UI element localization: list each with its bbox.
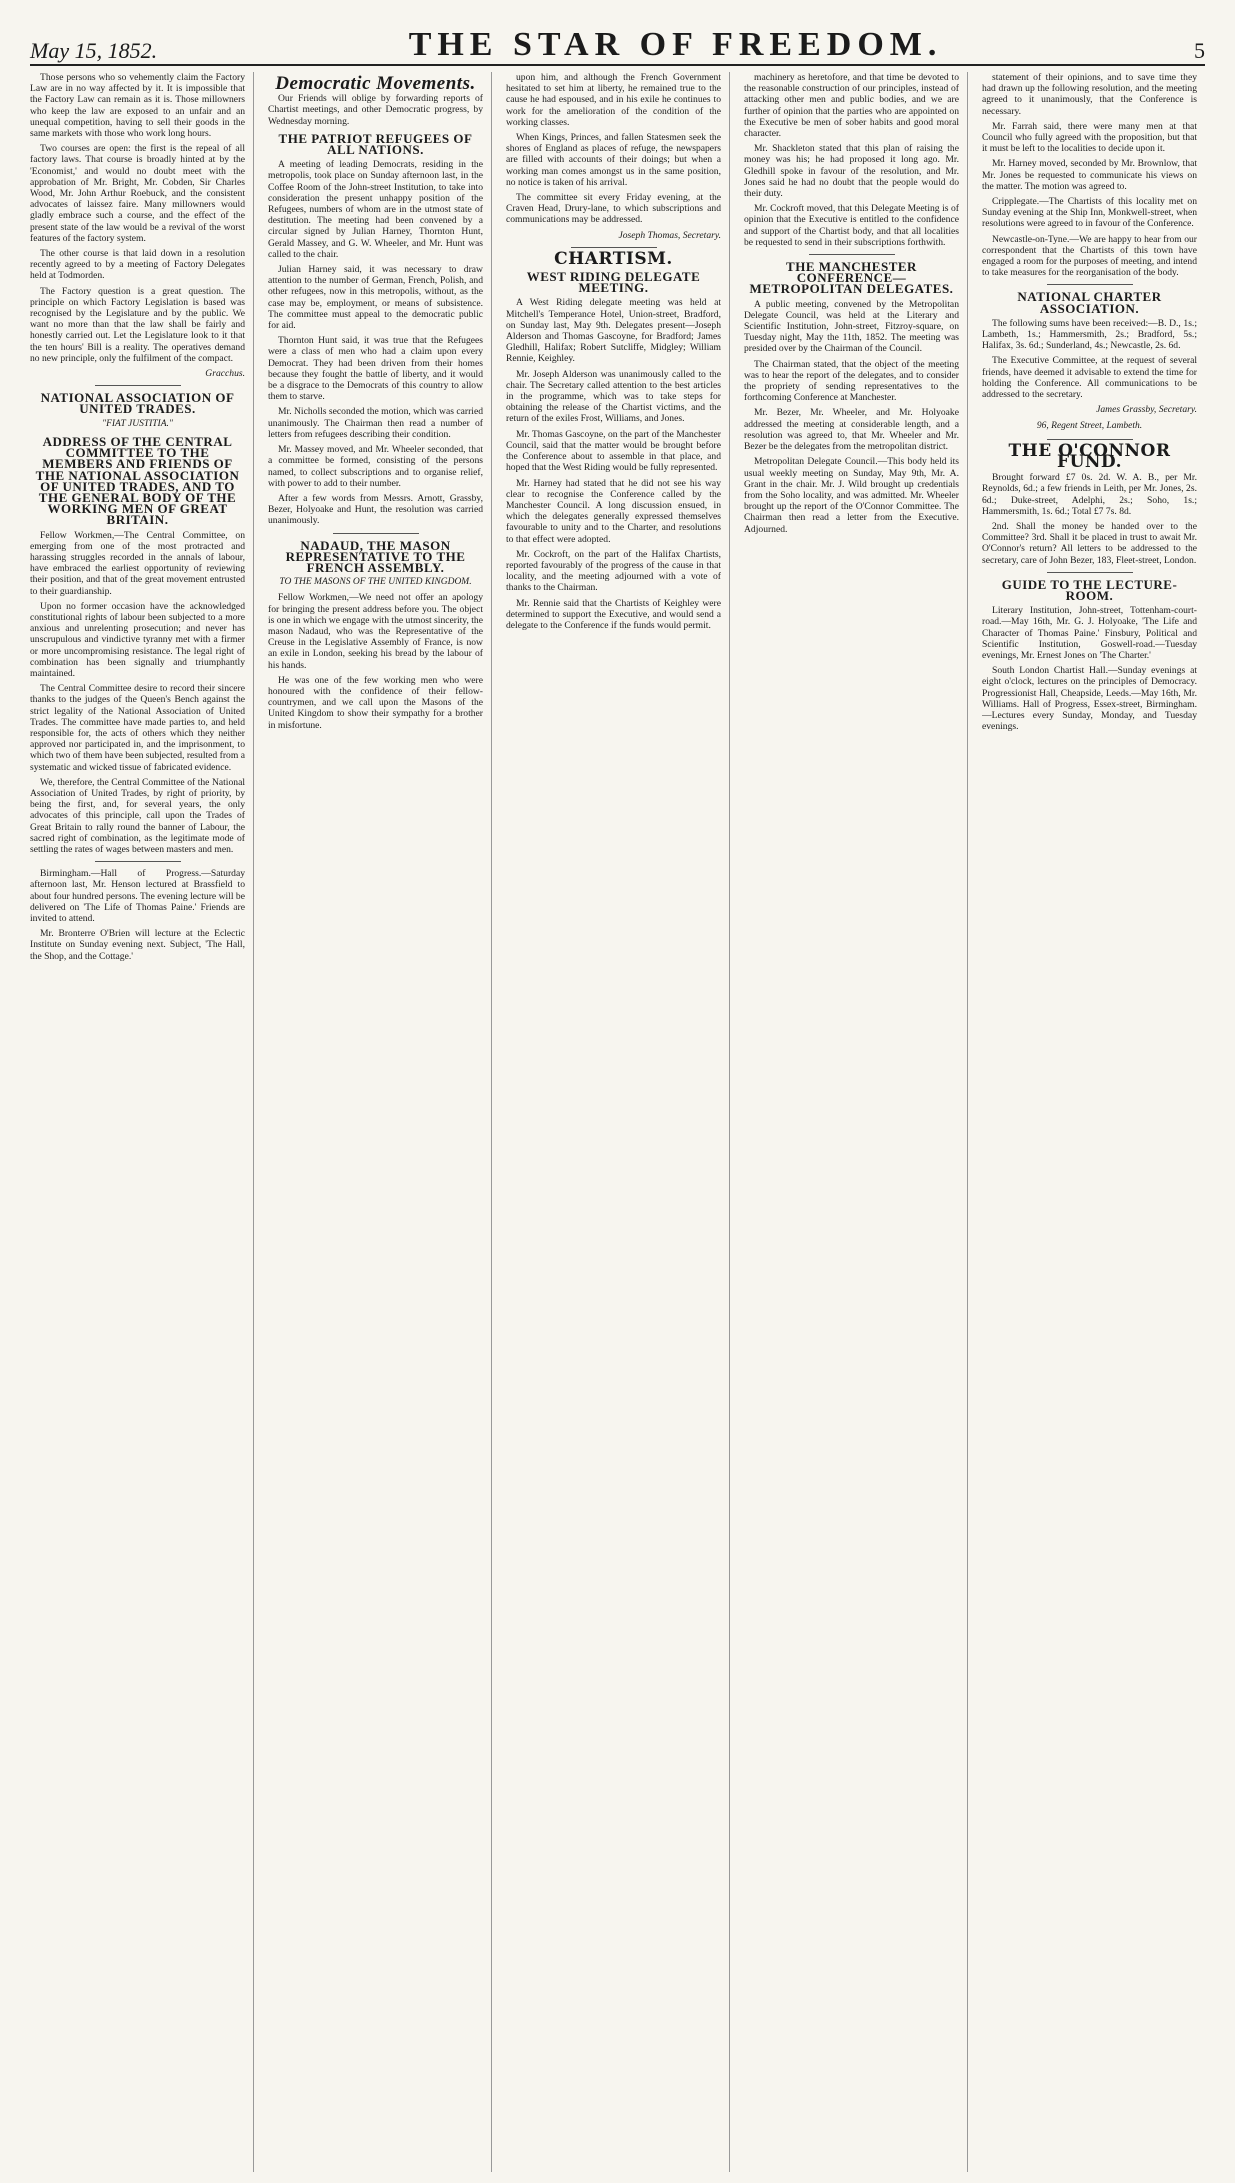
article-paragraph: Literary Institution, John-street, Tottenham-court-road.—May 16th, Mr. G. J. Holyoake, 'The Life and Character of Thomas Paine.' Finsbury, Political and Scientific Institution, Goswell-road.—Tuesday evenings, Mr. Ernest Jones on 'The Charter.' [982, 605, 1197, 661]
article-paragraph: Mr. Joseph Alderson was unanimously called to the chair. The Secretary called attention to the best articles in the programme, which was to take steps for obtaining the release of the Chartist victims, and the return of the exiles Frost, Williams, and Jones. [506, 368, 721, 425]
article-paragraph: A meeting of leading Democrats, residing in the metropolis, took place on Sunday afternoon last, in the Coffee Room of the John-street Institution, to take into consideration the present unhappy position of the Refugees, numbers of whom are in the utmost state of destitution. The meeting had been convened by a circular signed by Julian Harney, Thornton Hunt, Gerald Massey, and G. W. Wheeler, and Mr. Hunt was called to the chair. [268, 159, 483, 260]
signature: James Grassby, Secretary. [1096, 404, 1197, 416]
article-heading: THE O'CONNOR FUND. [1008, 440, 1171, 472]
article-heading: THE PATRIOT REFUGEES OF ALL NATIONS. [278, 130, 473, 158]
article-paragraph: 2nd. Shall the money be handed over to the Committee? 3rd. Shall it be placed in trust to await Mr. O'Connor's return? All letters to be addressed to the secretary, care of John Bezer, 183, Fleet-street, London. [982, 520, 1197, 566]
divider [95, 861, 181, 862]
page-number: 5 [1193, 38, 1205, 63]
article-paragraph: Mr. Harney moved, seconded by Mr. Brownlow, that Mr. Jones be requested to communicate his views on the matter. The motion was agreed to. [982, 158, 1197, 192]
divider [809, 254, 895, 255]
address-line: 96, Regent Street, Lambeth. [1036, 421, 1143, 432]
article-paragraph: After a few words from Messrs. Arnott, Grassby, Bezer, Holyoake and Hunt, the resolution was carried unanimously. [268, 492, 483, 527]
article-paragraph: Brought forward £7 0s. 2d. W. A. B., per Mr. Reynolds, 6d.; a few friends in Leith, per Mr. Jones, 2s. 6d.; Duke-street, Adelphi, 2s.; Soho, 1s.; Hammersmith, 1s. 6d.; Total £7 7s. 8d. [982, 472, 1197, 517]
article-paragraph: Mr. Nicholls seconded the motion, which was carried unanimously. The Chairman then read a number of letters from refugees describing their condition. [268, 406, 483, 440]
article-paragraph: The committee sit every Friday evening, at the Craven Head, Drury-lane, to which subscriptions and communications may be addressed. [506, 192, 721, 226]
divider [1047, 284, 1133, 285]
column-5 [982, 72, 1205, 2172]
divider [1047, 572, 1133, 573]
column-4 [744, 72, 968, 2172]
article-paragraph: The following sums have been received:—B. D., 1s.; Lambeth, 1s.; Hammersmith, 2s.; Bradford, 5s.; Halifax, 3s. 6d.; Sunderland, 4s.; Newcastle, 2s. 6d. [982, 317, 1197, 352]
article-heading: WEST RIDING DELEGATE MEETING. [526, 269, 701, 296]
article-paragraph: The Central Committee desire to record their sincere thanks to the judges of the Queen's Bench against the strict legality of the National Association of United Trades. The committee have made parties to, and held responsible for, the acts of others which they neither approved nor participated in, and the imprisonment, to which two of them have been subjected, resulted from a systematic and wicked tissue of fabricated evidence. [30, 683, 245, 773]
masthead [30, 18, 1205, 66]
article-paragraph: South London Chartist Hall.—Sunday evenings at eight o'clock, lectures on the principles of Democracy. Progressionist Hall, Cheapside, Leeds.—May 16th, Mr. Williams. Hall of Progress, Essex-street, Birmingham.—Lectures every Sunday, Monday, and Tuesday evenings. [982, 665, 1197, 733]
section-heading: Democratic Movements. [275, 73, 476, 94]
article-paragraph: Mr. Cockroft, on the part of the Halifax Chartists, reported favourably of the progress of the cause in that locality, and the meeting adjourned with a vote of thanks to the Chairman. [506, 548, 721, 594]
article-paragraph: Mr. Cockroft moved, that this Delegate Meeting is of opinion that the Executive is entitled to the confidence and support of the Chartist body, and that all localities be requested to send in their subscriptions forthwith. [744, 203, 959, 248]
article-paragraph: statement of their opinions, and to save time they had drawn up the following resolution, and the meeting agreed to it unanimously, that the Conference is necessary. [982, 72, 1197, 117]
article-paragraph: Metropolitan Delegate Council.—This body held its usual weekly meeting on Sunday, May 9th, Mr. A. Grant in the chair. Mr. J. Wild brought up credentials from the Soho locality, and was admitted. Mr. Wheeler brought up the report of the O'Connor Committee. The Chairman then read a letter from the Executive. Adjourned. [744, 456, 959, 535]
article-paragraph: Mr. Bezer, Mr. Wheeler, and Mr. Holyoake addressed the meeting at considerable length, and a resolution was agreed to, that Mr. Wheeler and Mr. Bezer be the delegates from the metropolitan district. [744, 407, 959, 453]
article-paragraph: Newcastle-on-Tyne.—We are happy to hear from our correspondent that the Chartists of this town have engaged a room for the purposes of meeting, and intend to take measures for the reorganisation of the body. [982, 233, 1197, 279]
article-paragraph: The Executive Committee, at the request of several friends, have deemed it advisable to extend the time for holding the Conference. All communications to be addressed to the secretary. [982, 355, 1197, 401]
article-heading: NATIONAL CHARTER ASSOCIATION. [1017, 289, 1162, 316]
newspaper-title: THE STAR OF FREEDOM. [408, 26, 943, 63]
divider [95, 385, 181, 386]
article-paragraph: We, therefore, the Central Committee of the National Association of United Trades, by right of priority, by being the first, and, for several years, the only advocates of this principle, call upon the Trades of Great Britain to rally round the banner of Labour, the sacred right of combination, as the legitimate mode of settling the rates of wages between masters and men. [30, 776, 245, 855]
article-paragraph: Cripplegate.—The Chartists of this locality met on Sunday evening at the Ship Inn, Monkwell-street, when resolutions were agreed to in favour of the Conference. [982, 196, 1197, 230]
article-paragraph: Mr. Farrah said, there were many men at that Council who fully agreed with the proposition, but that it must be left to the localities to decide upon it. [982, 120, 1197, 155]
article-paragraph: Mr. Massey moved, and Mr. Wheeler seconded, that a committee be formed, consisting of the persons named, to collect subscriptions and to organise relief, with power to add to their number. [268, 444, 483, 489]
article-paragraph: Fellow Workmen,—We need not offer an apology for bringing the present address before you. The object is one in which we engage with the utmost sincerity, the mason Nadaud, who was the Representative of the Creuse in the Legislative Assembly of France, is now an exile in London, seeking his bread by the labour of his hands. [268, 592, 483, 671]
issue-date: May 15, 1852. [30, 38, 158, 63]
article-paragraph: Mr. Shackleton stated that this plan of raising the money was his; he had proposed it long ago. Mr. Gledhill spoke in favour of the resolution, and Mr. Jones said he had no doubt that the people would do their duty. [744, 143, 959, 200]
divider [1047, 439, 1133, 440]
address-heading: ADDRESS OF THE CENTRAL COMMITTEE TO THE MEMBERS AND FRIENDS OF THE NATIONAL ASSOCIATION OF UNITED TRADES, AND TO THE GENERAL BODY OF THE WORKING MEN OF GREAT BRITAIN. [35, 433, 240, 528]
section-heading: CHARTISM. [554, 248, 673, 269]
article-paragraph: The other course is that laid down in a resolution recently agreed to by a meeting of Factory Delegates held at Todmorden. [30, 248, 245, 282]
article-paragraph: A West Riding delegate meeting was held at Mitchell's Temperance Hotel, Union-street, Bradford, on Sunday last, May 9th. Delegates present—Joseph Alderson and Thomas Gascoyne, for Bradford; James Gledhill, Halifax; Robert Sutcliffe, Midgley; William Rennie, Keighley. [506, 297, 721, 365]
article-paragraph: Birmingham.—Hall of Progress.—Saturday afternoon last, Mr. Henson lectured at Brassfield to about four hundred persons. The evening lecture will be delivered on 'The Life of Thomas Paine.' Friends are invited to attend. [30, 868, 245, 925]
column-3 [506, 72, 730, 2172]
article-paragraph: A public meeting, convened by the Metropolitan Delegate Council, was held at the Literary and Scientific Institution, John-street, Fitzroy-square, on Tuesday night, May the 11th, 1852. The meeting was presided over by the Chairman of the Council. [744, 298, 959, 355]
article-subheading: TO THE MASONS OF THE UNITED KINGDOM. [279, 577, 472, 588]
article-paragraph: Thornton Hunt said, it was true that the Refugees were a class of men who had a claim upon every Democrat. They had been driven from their homes because they fought the battle of liberty, and it would be a disgrace to the Democrats of this country to allow them to starve. [268, 335, 483, 403]
article-paragraph: Mr. Thomas Gascoyne, on the part of the Manchester Council, said that the matter would be brought before the Conference about to assemble in that place, and hoped that the West Riding would be fully represented. [506, 428, 721, 474]
article-paragraph: Upon no former occasion have the acknowledged constitutional rights of labour been subjected to a more anxious and unrelenting prosecution; and never has unscrupulous and vindictive tyranny met with a firmer or more uncompromising resistance. The legal right of combination has been signally and triumphantly maintained. [30, 600, 245, 679]
article-paragraph: Mr. Rennie said that the Chartists of Keighley were determined to support the Executive, and would send a delegate to the Conference if the funds would permit. [506, 597, 721, 631]
column-2 [268, 72, 492, 2172]
motto: "FIAT JUSTITIA." [102, 418, 173, 429]
article-paragraph: Mr. Bronterre O'Brien will lecture at the Eclectic Institute on Sunday evening next. Subject, 'The Hall, the Shop, and the Cottage.' [30, 928, 245, 962]
article-paragraph: The Factory question is a great question. The principle on which Factory Legislation is based was recognised by the Legislature and by the public. We want no more than that the law shall be fairly and honestly carried out. Let the Legislature look to it that the ten hours' Bill is a reality. The operatives demand no new principle, only the fulfilment of the compact. [30, 285, 245, 364]
article-paragraph: When Kings, Princes, and fallen Statesmen seek the shores of England as places of refuge, the newspapers are filled with accounts of their doings; but when a working man comes amongst us in the same position, no notice is taken of his arrival. [506, 132, 721, 188]
article-paragraph: Our Friends will oblige by forwarding reports of Chartist meetings, and other Democratic progress, by Wednesday morning. [268, 93, 483, 127]
article-paragraph: Those persons who so vehemently claim the Factory Law are in no way affected by it. It is impossible that the Factory Law can remain as it is. Those millowners who keep the law are exposed to an unfair and an unequal competition, having to sell their goods in the same markets with those who work long hours. [30, 72, 245, 140]
article-heading: NADAUD, THE MASON REPRESENTATIVE TO THE FRENCH ASSEMBLY. [285, 537, 466, 575]
article-paragraph: Two courses are open: the first is the repeal of all factory laws. That course is broadly hinted at by the 'Economist,' and would no doubt meet with the approbation of Mr. Bright, Mr. Cobden, Sir Charles Wood, Mr. John Arthur Roebuck, and the consistent advocates of laissez faire. Many millowners would gladly embrace such a course, and the effect of the present state of the law would be a revival of the worst features of the factory system. [30, 143, 245, 244]
article-paragraph: Julian Harney said, it was necessary to draw attention to the number of German, French, Polish, and other refugees, now in this metropolis, without, as the case may be, employment, or means of subsistence. The committee must appeal to the democratic public for aid. [268, 264, 483, 332]
article-paragraph: Fellow Workmen,—The Central Committee, on emerging from one of the most protracted and harassing struggles recorded in the annals of labour, have embraced the earliest opportunity of reviewing their position, and that of the great movement entrusted to their guardianship. [30, 529, 245, 597]
article-paragraph: The Chairman stated, that the object of the meeting was to hear the report of the delegates, and to consider the propriety of sending representatives to the forthcoming Conference at Manchester. [744, 358, 959, 404]
columns [30, 72, 1205, 2172]
section-heading: NATIONAL ASSOCIATION OF UNITED TRADES. [40, 390, 235, 417]
article-paragraph: He was one of the few working men who were honoured with the confidence of their fellow-countrymen, and we call upon the Masons of the United Kingdom to show their sympathy for a brother in misfortune. [268, 674, 483, 731]
article-heading: THE MANCHESTER CONFERENCE—METROPOLITAN DELEGATES. [749, 259, 954, 297]
article-paragraph: machinery as heretofore, and that time be devoted to the reasonable construction of our principles, instead of attacking other men and public bodies, and we are further of opinion that the parties who are appointed on the Executive be men of sober habits and good moral character. [744, 72, 959, 140]
signature: Joseph Thomas, Secretary. [618, 229, 721, 241]
divider [571, 247, 657, 248]
divider [333, 533, 419, 534]
article-paragraph: Mr. Harney had stated that he did not see his way clear to recognise the Conference called by the Manchester Council. A long discussion ensued, in which the delegates generally expressed themselves favourable to unity and to the Charter, and resolutions to that effect were adopted. [506, 477, 721, 545]
article-paragraph: upon him, and although the French Government hesitated to set him at liberty, he remained true to the cause he had espoused, and in his exile he continues to work for the amelioration of the condition of the working classes. [506, 72, 721, 128]
column-1 [30, 72, 254, 2172]
signature: Gracchus. [205, 368, 245, 380]
article-heading: GUIDE TO THE LECTURE-ROOM. [1001, 576, 1178, 603]
